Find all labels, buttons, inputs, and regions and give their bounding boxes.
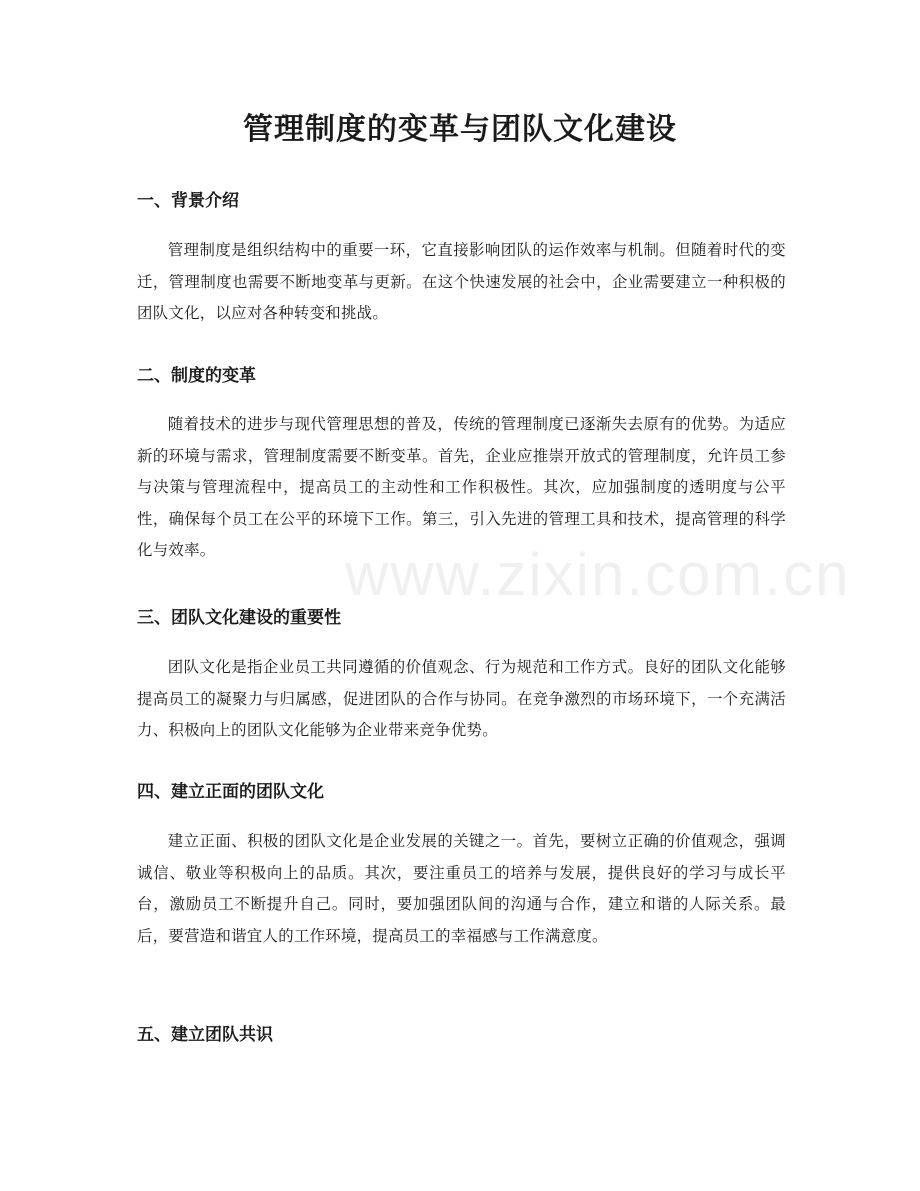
watermark: www.zixin.com.cn: [345, 541, 851, 608]
section-body-importance: 团队文化是指企业员工共同遵循的价值观念、行为规范和工作方式。良好的团队文化能够提高员工的凝聚力与归属感，促进团队的合作与协同。在竞争激烈的市场环境下，一个充满活力、积极向上的团队文化能够为企业带来竞争优势。: [137, 658, 786, 739]
section-heading-consensus: 五、建立团队共识: [137, 1025, 273, 1045]
document-title: 管理制度的变革与团队文化建设: [243, 112, 677, 147]
section-heading-positive-culture: 四、建立正面的团队文化: [137, 782, 324, 802]
section-heading-background: 一、背景介绍: [137, 191, 239, 211]
section-body-reform: 随着技术的进步与现代管理思想的普及，传统的管理制度已逐渐失去原有的优势。为适应新的环境与需求，管理制度需要不断变革。首先，企业应推崇开放式的管理制度，允许员工参与决策与管理流程中，提高员工的主动性和工作积极性。其次，应加强制度的透明度与公平性，确保每个员工在公平的环境下工作。第三，引入先进的管理工具和技术，提高管理的科学化与效率。: [137, 415, 786, 559]
section-heading-reform: 二、制度的变革: [137, 366, 256, 386]
section-heading-importance: 三、团队文化建设的重要性: [137, 608, 341, 628]
section-body-background: 管理制度是组织结构中的重要一环，它直接影响团队的运作效率与机制。但随着时代的变迁，管理制度也需要不断地变革与更新。在这个快速发展的社会中，企业需要建立一种积极的团队文化，以应对各种转变和挑战。: [137, 241, 786, 322]
section-body-positive-culture: 建立正面、积极的团队文化是企业发展的关键之一。首先，要树立正确的价值观念，强调诚信、敬业等积极向上的品质。其次，要注重员工的培养与发展，提供良好的学习与成长平台，激励员工不断提升自己。同时，要加强团队间的沟通与合作，建立和谐的人际关系。最后，要营造和谐宜人的工作环境，提高员工的幸福感与工作满意度。: [137, 832, 786, 945]
